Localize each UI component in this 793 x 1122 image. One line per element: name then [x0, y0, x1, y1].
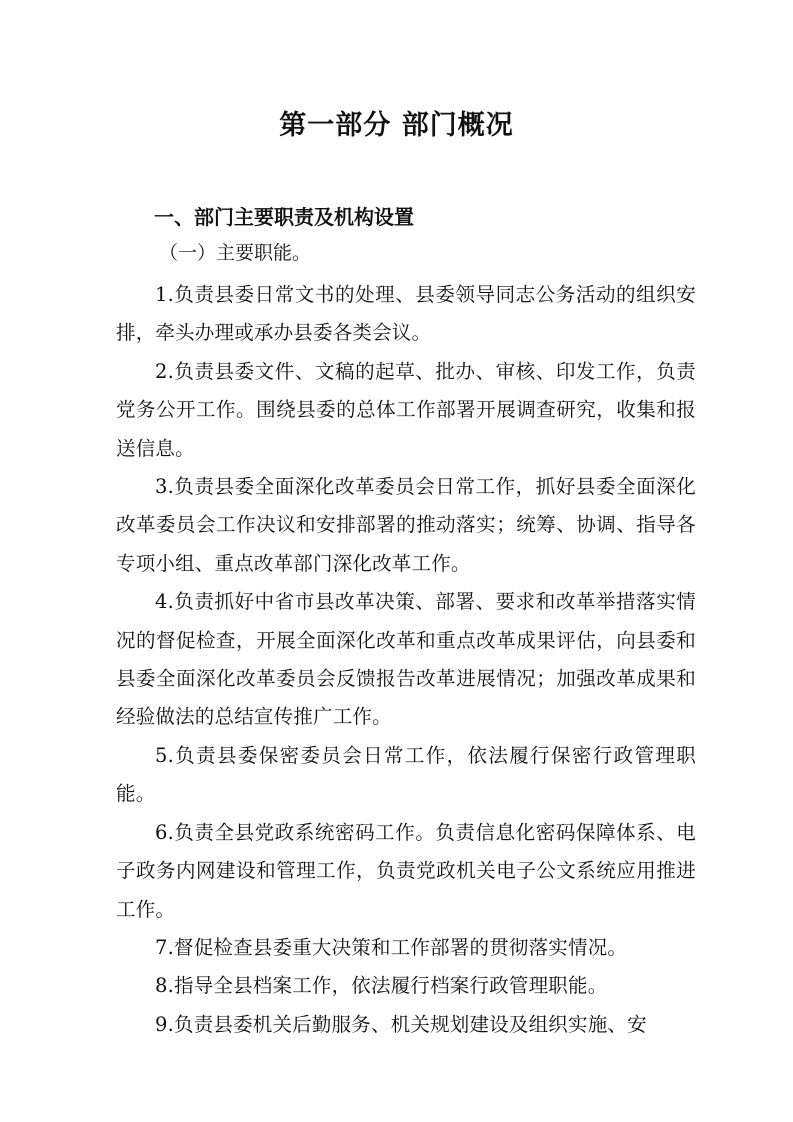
body-text [116, 276, 696, 1044]
paragraph-8: 8.指导全县档案工作，依法履行档案行政管理职能。 [155, 974, 608, 998]
paragraph-4: 4.负责抓好中省市县改革决策、部署、要求和改革举措落实情况的督促检查，开展全面深化改革和重点改革成果评估，向县委和县委全面深化改革委员会反馈报告改革进展情况；加强改革成果和经验做法的总结宣传推广工作。 [116, 590, 696, 729]
paragraph-5: 5.负责县委保密委员会日常工作，依法履行保密行政管理职能。 [116, 743, 696, 806]
paragraph-1: 1.负责县委日常文书的处理、县委领导同志公务活动的组织安排，牵头办理或承办县委各类会议。 [116, 283, 696, 345]
sub-heading: （一）主要职能。 [159, 242, 312, 264]
paragraph-3: 3.负责县委全面深化改革委员会日常工作，抓好县委全面深化改革委员会工作决议和安排部署的推动落实；统筹、协调、指导各专项小组、重点改革部门深化改革工作。 [116, 475, 696, 575]
paragraph-6: 6.负责全县党政系统密码工作。负责信息化密码保障体系、电子政务内网建设和管理工作，负责党政机关电子公文系统应用推进工作。 [116, 820, 696, 921]
section-heading: 一、部门主要职责及机构设置 [154, 205, 414, 229]
paragraph-2: 2.负责县委文件、文稿的起草、批办、审核、印发工作，负责党务公开工作。围绕县委的总体工作部署开展调查研究，收集和报送信息。 [116, 359, 696, 460]
paragraph-9: 9.负责县委机关后勤服务、机关规划建设及组织实施、安 [155, 1012, 647, 1036]
paragraph-7: 7.督促检查县委重大决策和工作部署的贯彻落实情况。 [155, 935, 628, 959]
page-title: 第一部分 部门概况 [279, 110, 514, 141]
